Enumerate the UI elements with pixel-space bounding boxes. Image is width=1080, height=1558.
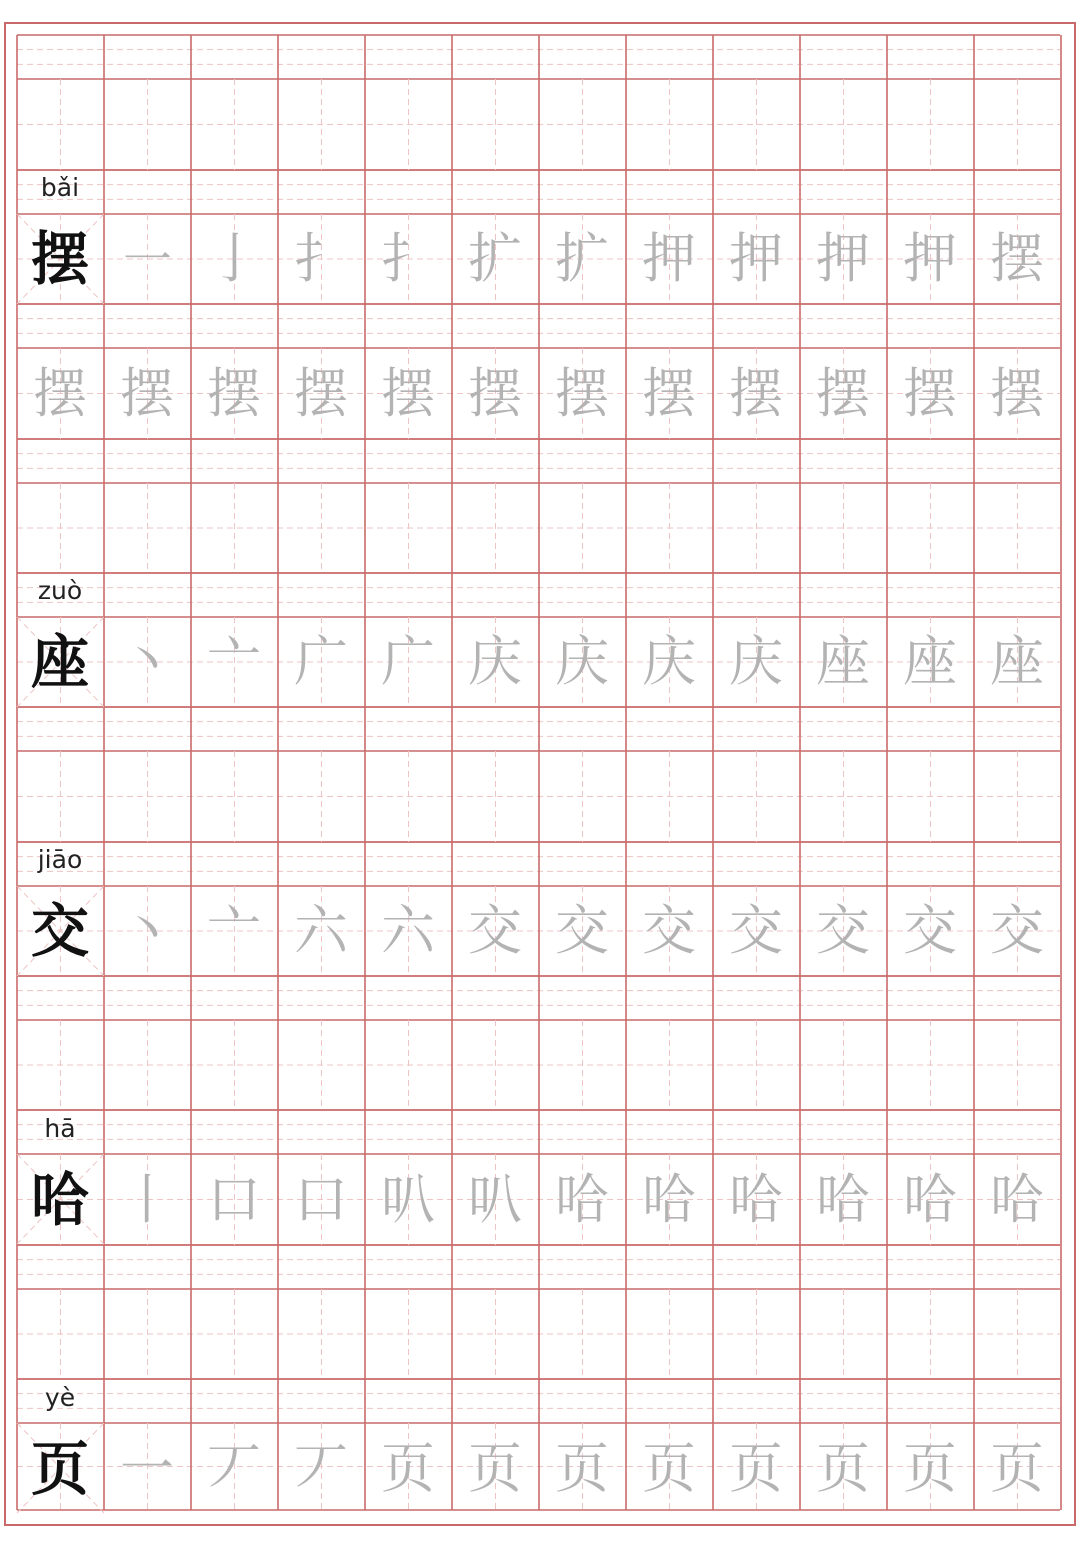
stroke-step: 交 bbox=[468, 899, 522, 962]
stroke-step: 庆 bbox=[468, 630, 522, 693]
stroke-step: 押 bbox=[642, 227, 696, 290]
trace-character: 摆 bbox=[294, 362, 348, 425]
stroke-step: 扩 bbox=[468, 227, 522, 290]
trace-character: 摆 bbox=[903, 362, 957, 425]
stroke-step: 页 bbox=[816, 1437, 870, 1500]
stroke-step: 哈 bbox=[990, 1168, 1044, 1231]
stroke-step: 庆 bbox=[729, 630, 783, 693]
stroke-step: 丶 bbox=[120, 899, 174, 962]
stroke-step: 庆 bbox=[642, 630, 696, 693]
trace-character: 摆 bbox=[990, 362, 1044, 425]
stroke-step: 哈 bbox=[729, 1168, 783, 1231]
stroke-step: 座 bbox=[903, 630, 957, 693]
trace-character: 摆 bbox=[468, 362, 522, 425]
pinyin-label: hā bbox=[44, 1114, 76, 1143]
stroke-step: 交 bbox=[555, 899, 609, 962]
stroke-step: ㇐ bbox=[120, 227, 174, 290]
stroke-step: 亠 bbox=[207, 630, 261, 693]
stroke-step: 押 bbox=[729, 227, 783, 290]
model-character: 交 bbox=[30, 897, 89, 965]
stroke-step: 广 bbox=[381, 630, 435, 693]
stroke-step: 座 bbox=[816, 630, 870, 693]
stroke-step: 扌 bbox=[294, 227, 348, 290]
stroke-step: 广 bbox=[294, 630, 348, 693]
stroke-step: 庆 bbox=[555, 630, 609, 693]
stroke-step: 页 bbox=[990, 1437, 1044, 1500]
trace-character: 摆 bbox=[33, 362, 87, 425]
stroke-step: 叭 bbox=[381, 1168, 435, 1231]
stroke-step: 口 bbox=[294, 1168, 348, 1231]
trace-character: 摆 bbox=[816, 362, 870, 425]
stroke-step: 页 bbox=[729, 1437, 783, 1500]
stroke-step: 丆 bbox=[207, 1437, 261, 1500]
stroke-step: 口 bbox=[207, 1168, 261, 1231]
stroke-step: 交 bbox=[816, 899, 870, 962]
trace-character: 摆 bbox=[555, 362, 609, 425]
stroke-step: 页 bbox=[642, 1437, 696, 1500]
model-character: 哈 bbox=[30, 1166, 89, 1234]
stroke-step: 哈 bbox=[903, 1168, 957, 1231]
stroke-step: 押 bbox=[816, 227, 870, 290]
stroke-step: 交 bbox=[990, 899, 1044, 962]
stroke-step: 页 bbox=[468, 1437, 522, 1500]
stroke-step: 一 bbox=[120, 1437, 174, 1500]
model-character: 座 bbox=[30, 628, 89, 696]
stroke-step: 哈 bbox=[816, 1168, 870, 1231]
stroke-step: 交 bbox=[642, 899, 696, 962]
pinyin-label: jiāo bbox=[37, 845, 83, 874]
stroke-step: 页 bbox=[555, 1437, 609, 1500]
stroke-step: 丨 bbox=[120, 1168, 174, 1231]
stroke-step: 页 bbox=[903, 1437, 957, 1500]
stroke-step: 哈 bbox=[642, 1168, 696, 1231]
trace-character: 摆 bbox=[207, 362, 261, 425]
pinyin-label: zuò bbox=[37, 576, 83, 605]
model-character: 摆 bbox=[30, 225, 89, 293]
stroke-step: 扌 bbox=[381, 227, 435, 290]
stroke-step: 页 bbox=[381, 1437, 435, 1500]
stroke-step: 丶 bbox=[120, 630, 174, 693]
trace-character: 摆 bbox=[729, 362, 783, 425]
stroke-step: 六 bbox=[381, 899, 435, 962]
stroke-step: 六 bbox=[294, 899, 348, 962]
trace-character: 摆 bbox=[120, 362, 174, 425]
model-character: 页 bbox=[30, 1435, 89, 1503]
stroke-step: 座 bbox=[990, 630, 1044, 693]
stroke-step: 扩 bbox=[555, 227, 609, 290]
stroke-step: 丆 bbox=[294, 1437, 348, 1500]
stroke-step: 亠 bbox=[207, 899, 261, 962]
pinyin-label: bǎi bbox=[40, 173, 80, 202]
stroke-step: 亅 bbox=[207, 227, 261, 290]
stroke-step: 叭 bbox=[468, 1168, 522, 1231]
stroke-step: 押 bbox=[903, 227, 957, 290]
stroke-step: 交 bbox=[729, 899, 783, 962]
trace-character: 摆 bbox=[642, 362, 696, 425]
stroke-step: 摆 bbox=[990, 227, 1044, 290]
pinyin-label: yè bbox=[44, 1383, 76, 1412]
stroke-step: 哈 bbox=[555, 1168, 609, 1231]
trace-character: 摆 bbox=[381, 362, 435, 425]
stroke-step: 交 bbox=[903, 899, 957, 962]
